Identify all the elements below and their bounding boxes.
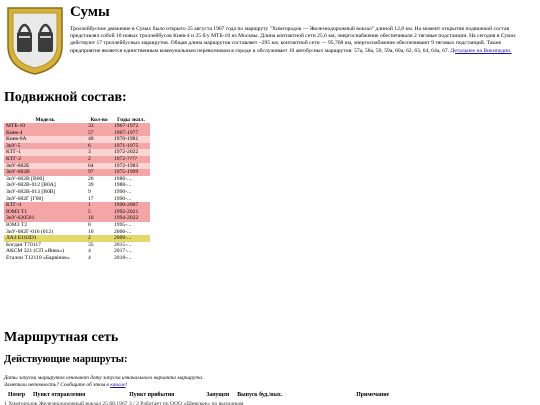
cell-count: 26 [86, 176, 112, 183]
cell-model: ЗиУ-682В [В00] [4, 176, 86, 183]
column-header-years: Годы экпл. [117, 116, 145, 123]
table-row [4, 202, 150, 209]
cell-years: 1994-2022 [112, 215, 150, 222]
cell-model: АКСМ 321 (СП «Янко») [4, 248, 86, 255]
table-row [4, 149, 150, 156]
cell-years: 1988-... [112, 182, 150, 189]
wikipedia-link[interactable]: Детальнее на Википедии. [450, 47, 512, 54]
cell-count: 39 [86, 182, 112, 189]
cell-model: ЗиУ-5 [4, 143, 86, 150]
table-row [4, 143, 150, 150]
cell-count: 33 [86, 123, 112, 130]
cell-years: 2017-... [112, 248, 150, 255]
table-row [4, 209, 150, 216]
cell-count: 57 [86, 130, 112, 137]
table-row [4, 130, 150, 137]
table-row [4, 196, 150, 203]
column-header-departure: Пункт отправления [33, 392, 86, 398]
cell-count: 9 [86, 189, 112, 196]
cell-count: 17 [86, 196, 112, 203]
coat-of-arms-icon [6, 6, 64, 76]
cell-model: ЗиУ-682Г-016 (012) [4, 229, 86, 236]
cell-years: 1972-???? [112, 156, 150, 163]
city-description [70, 26, 532, 55]
table-row [4, 222, 150, 229]
cell-count: 97 [86, 169, 112, 176]
cell-model: ЗиУ-620501 [4, 215, 86, 222]
cell-years: 1971-1975 [112, 143, 150, 150]
table-row [4, 215, 150, 222]
rolling-stock-table [4, 116, 150, 261]
table-header-row [4, 116, 150, 123]
cell-years: 1992-2021 [112, 209, 150, 216]
cell-years: 1967-1972 [112, 123, 150, 130]
table-row [4, 169, 150, 176]
cell-years: 1972-1983 [112, 163, 150, 170]
cell-count: 10 [86, 229, 112, 236]
feedback-suffix: ! [125, 382, 128, 388]
table-row [4, 255, 150, 262]
cell-count: 64 [86, 163, 112, 170]
cell-years: 1967-1977 [112, 130, 150, 137]
cell-model: ЗиУ-682В-012 [В0А] [4, 182, 86, 189]
table-row [4, 176, 150, 183]
cell-count: 1 [86, 202, 112, 209]
cell-years: 1990-... [112, 196, 150, 203]
table-row [4, 163, 150, 170]
table-row [4, 235, 150, 242]
cell-model: МТБ-10 [4, 123, 86, 130]
column-header-arrival: Пункт прибытия [129, 392, 175, 398]
cell-count: 4 [86, 255, 112, 262]
cell-years: 2006-... [112, 229, 150, 236]
table-row [4, 156, 150, 163]
active-routes-heading: Действующие маршруты: [4, 354, 128, 365]
table-row [4, 189, 150, 196]
cell-model: Еталон Т12110 «Барвінок» [4, 255, 86, 262]
column-header-number: Номер [8, 392, 26, 398]
cell-years: 1995-... [112, 222, 150, 229]
table-row [4, 123, 150, 130]
cell-years: 1990-2007 [112, 202, 150, 209]
routes-note [4, 375, 203, 389]
cell-years: 1972-2022 [112, 149, 150, 156]
cell-count: 8 [86, 222, 112, 229]
routes-table [4, 392, 393, 398]
intro-text: Троллейбусное движение в Сумах было открыто 25 августа 1967 года по маршруту "Химгородок — Железнодорожный вокзал" длиной 12,8 км. На момент открытия подвижной состав представлял собой 10 новых троллейбусов Киев-4 и 25 б/у МТБ-10 из Москвы. Длина контактной сети 25,6 км, энергоснабжение обеспечивали 2 тяговые подстанции. На сегодня в Сумах действуют 17 троллейбусных маршрутов. Общая длина маршрутов составляет ~295 км, контактной сети — 95,768 км, энергоснабжение обеспечивают 9 тяговых подстанций. Также предприятие является единственным коммунальным перевозчиком в городе и обслуживает 10 автобусных маршрутов: 57а, 58а, 59, 59а, 60а, 62, 63, 64, 64а, 67. [70, 26, 516, 54]
column-header-model: Модель [35, 116, 55, 123]
channel-link[interactable]: канале [110, 382, 126, 388]
cell-years: 1986-... [112, 176, 150, 183]
cell-years: 1990-... [112, 189, 150, 196]
column-header-output: Выпуск буд./вых. [237, 392, 283, 398]
cell-model: ЗиУ-682Г [Г00] [4, 196, 86, 203]
routes-note-feedback [4, 382, 203, 389]
cell-count: 40 [86, 136, 112, 143]
cell-model: КТГ-1 [4, 149, 86, 156]
cell-count: 4 [86, 248, 112, 255]
cell-count: 10 [86, 215, 112, 222]
cell-count: 6 [86, 143, 112, 150]
column-header-note: Примечание [356, 392, 390, 398]
routes-note-dates: Даты запуска маршрутов означают дату запуска изначального варианта маршрута. [4, 375, 204, 381]
cell-model: ЮМЗ Т1 [4, 209, 86, 216]
cell-count: 5 [86, 209, 112, 216]
cell-model: ЗиУ-682В-013 [В0В] [4, 189, 86, 196]
cell-years: 1970-1981 [112, 136, 150, 143]
cell-years: 1975-1999 [112, 169, 150, 176]
table-row [4, 248, 150, 255]
cell-model: Богдан Т70117 [4, 242, 86, 249]
cell-model: ЛАЗ Е183D1 [4, 235, 86, 242]
cell-model: Киев-4 [4, 130, 86, 137]
cell-model: ЮМЗ Т2 [4, 222, 86, 229]
cell-model: ЗиУ-682В [4, 169, 86, 176]
routes-header-row [4, 392, 393, 398]
column-header-count: Кол-во [90, 116, 108, 123]
feedback-text: Заметили неточность? Сообщите об этом в [4, 382, 111, 388]
table-row [4, 136, 150, 143]
cell-years: 2018-... [112, 255, 150, 262]
cell-years: 2015-... [112, 242, 150, 249]
cell-model: КТГ-2 [4, 156, 86, 163]
cell-count: 2 [86, 156, 112, 163]
route-network-heading: Маршрутная сеть [4, 330, 119, 345]
cell-count: 35 [86, 242, 112, 249]
table-row [4, 182, 150, 189]
cell-model: ЗиУ-682Б [4, 163, 86, 170]
rolling-stock-rows [4, 123, 150, 261]
table-row: 1 Химгородок Железнодорожный вокзал 25.08.1967 3 / 2 Работает по ООО «Шевское» по выходным [4, 401, 244, 405]
cell-years: 2009-... [112, 235, 150, 242]
cell-model: КТГ-4 [4, 202, 86, 209]
cell-count: 3 [86, 149, 112, 156]
column-header-launched: Запущен [206, 392, 230, 398]
cell-count: 2 [86, 235, 112, 242]
cell-model: Киев-6А [4, 136, 86, 143]
rolling-stock-heading: Подвижной состав: [4, 90, 127, 105]
table-row [4, 229, 150, 236]
page-title: Сумы [70, 4, 110, 20]
